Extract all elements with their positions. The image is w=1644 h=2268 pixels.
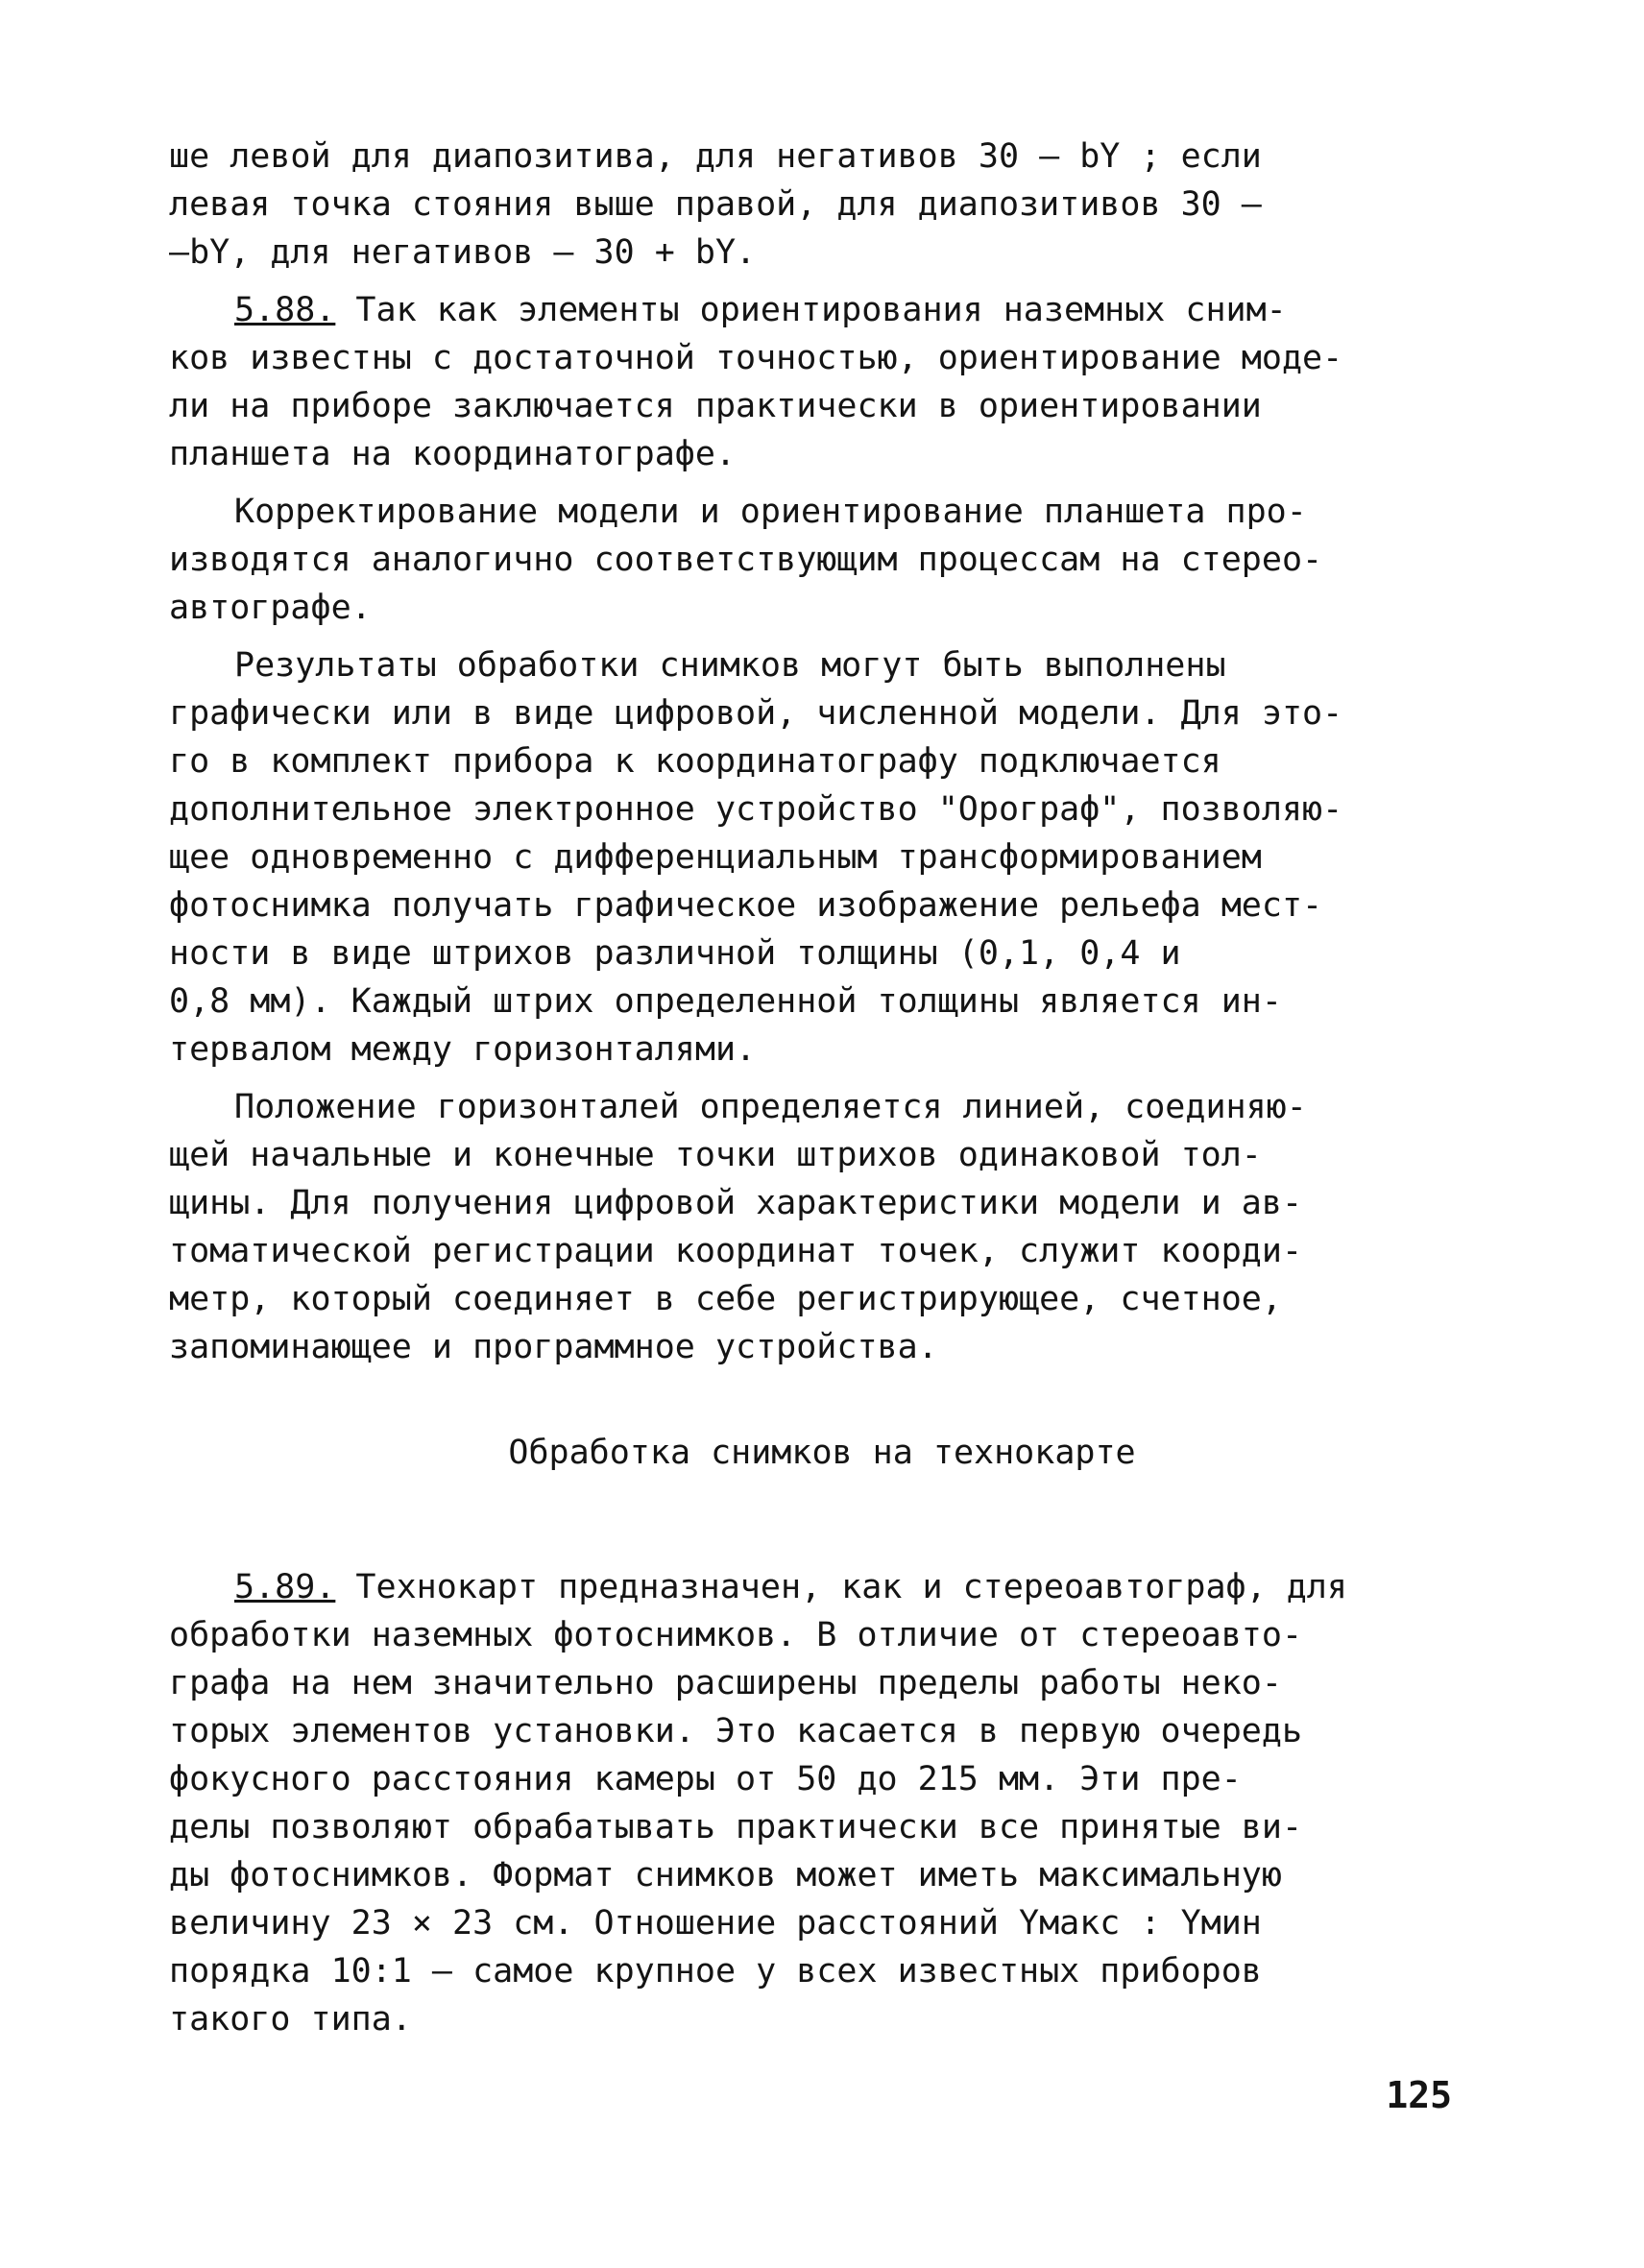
paragraph-results [169,641,1475,1074]
text-line: порядка 10:1 – самое крупное у всех известных приборов [169,1952,1262,1991]
text-line: графа на нем значительно расширены пределы работы неко- [169,1664,1282,1702]
page-body [169,133,1475,2039]
text-line: 0,8 мм). Каждый штрих определенной толщины является ин- [169,982,1282,1021]
text-line: торых элементов установки. Это касается в первую очередь [169,1712,1303,1750]
text-line: делы позволяют обрабатывать практически все принятые ви- [169,1808,1303,1846]
text-line: Положение горизонталей определяется линией, соединяю- [234,1088,1307,1126]
section-heading: Обработка снимков на технокарте [508,1434,1136,1472]
text-line: ше левой для диапозитива, для негативов 30 – bY ; если [169,137,1262,176]
text-line: фотоснимка получать графическое изображение рельефа мест- [169,886,1323,925]
paragraph-5-89 [169,1563,1475,2043]
text-line: Корректирование модели и ориентирование планшета про- [234,493,1307,531]
text-line: ков известны с достаточной точностью, ориентирование моде- [169,339,1343,377]
text-line: такого типа. [169,2000,412,2039]
section-body [169,1563,1475,2043]
text-line: дополнительное электронное устройство "Орограф", позволяю- [169,790,1343,829]
text-line: Результаты обработки снимков могут быть выполнены [234,646,1226,685]
text-line: томатической регистрации координат точек, служит коорди- [169,1232,1303,1270]
text-line: графически или в виде цифровой, численной модели. Для это- [169,694,1343,733]
text-line: обработки наземных фотоснимков. В отличие от стереоавто- [169,1616,1303,1654]
text-line: го в комплект прибора к координатографу подключается [169,742,1221,781]
text-line: –bY, для негативов – 30 + bY. [169,233,757,272]
paragraph-5-88 [169,286,1475,478]
text-line: ли на приборе заключается практически в ориентировании [169,387,1262,425]
text-line: тервалом между горизонталями. [169,1030,757,1069]
paragraph-correction [169,488,1475,632]
text-line: автографе. [169,589,372,627]
text-line: изводятся аналогично соответствующим процессам на стерео- [169,541,1323,579]
text-line: запоминающее и программное устройства. [169,1328,938,1366]
section-number: 5.89. [234,1568,336,1606]
paragraph-contours [169,1083,1475,1371]
text-line: метр, который соединяет в себе регистрирующее, счетное, [169,1280,1282,1318]
text-line: щей начальные и конечные точки штрихов одинаковой тол- [169,1136,1262,1174]
text-line: величину 23 × 23 см. Отношение расстояний Yмакс : Yмин [169,1904,1262,1942]
text-line: фокусного расстояния камеры от 50 до 215 мм. Эти пре- [169,1760,1242,1798]
text-line: левая точка стояния выше правой, для диапозитивов 30 – [169,185,1262,224]
text-line: щины. Для получения цифровой характеристики модели и ав- [169,1184,1303,1222]
paragraph-continuation [169,133,1475,277]
section-number: 5.88. [234,291,336,329]
text-line: ности в виде штрихов различной толщины (0,1, 0,4 и [169,934,1181,973]
text-line: 5.88. Так как элементы ориентирования наземных сним- [234,291,1287,329]
text-line: ды фотоснимков. Формат снимков может иметь максимальную [169,1856,1282,1894]
page-number: 125 [1386,2074,1452,2116]
text-line: 5.89. Технокарт предназначен, как и стереоавтограф, для [234,1568,1347,1606]
text-line: щее одновременно с дифференциальным трансформированием [169,838,1262,877]
text-line: планшета на координатографе. [169,435,737,473]
